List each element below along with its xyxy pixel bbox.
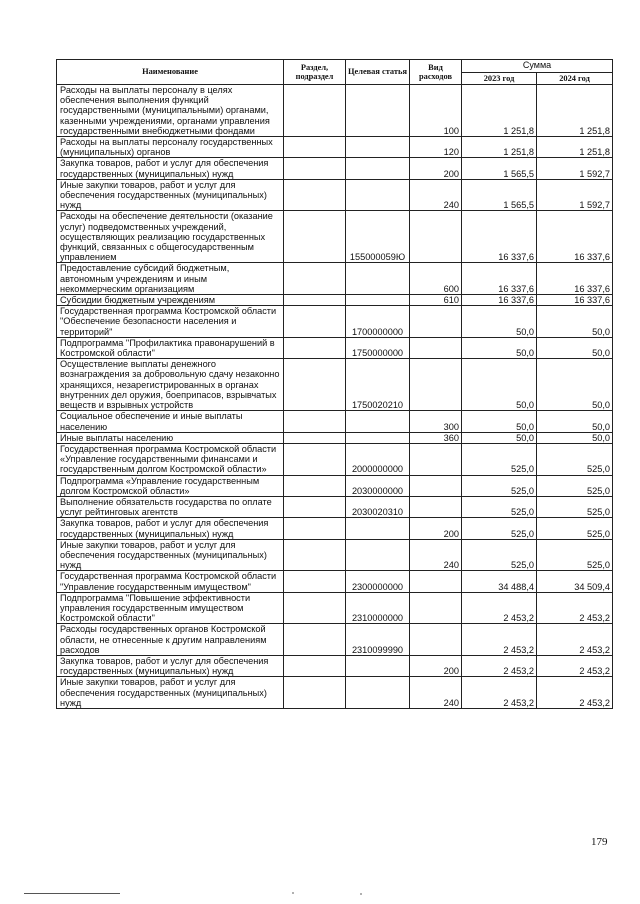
- row-amount-2023: 1 565,5: [462, 158, 537, 179]
- row-type: [410, 592, 462, 624]
- row-section: [284, 571, 346, 592]
- row-section: [284, 443, 346, 475]
- row-amount-2023: 525,0: [462, 496, 537, 517]
- row-name: Закупка товаров, работ и услуг для обеспечения государственных (муниципальных) нужд: [57, 655, 284, 676]
- row-amount-2024: 2 453,2: [537, 655, 613, 676]
- row-amount-2024: 525,0: [537, 475, 613, 496]
- row-type: [410, 475, 462, 496]
- row-type: [410, 624, 462, 656]
- table-row: [57, 539, 613, 571]
- row-amount-2024: 1 251,8: [537, 85, 613, 137]
- row-name: Расходы государственных органов Костромской области, не отнесенные к другим направлениям расходов: [57, 624, 284, 656]
- table-row: [57, 411, 613, 432]
- page-number: 179: [591, 836, 608, 848]
- row-type: 240: [410, 677, 462, 709]
- row-section: [284, 137, 346, 158]
- row-type: 200: [410, 655, 462, 676]
- row-target: 2000000000: [346, 443, 410, 475]
- row-name: Иные закупки товаров, работ и услуг для обеспечения государственных (муниципальных) нужд: [57, 677, 284, 709]
- row-name: Субсидии бюджетным учреждениям: [57, 295, 284, 306]
- table-row: [57, 496, 613, 517]
- row-type: [410, 496, 462, 517]
- row-section: [284, 263, 346, 295]
- row-amount-2024: 50,0: [537, 306, 613, 338]
- budget-table-page: [56, 59, 612, 709]
- row-amount-2023: 1 565,5: [462, 179, 537, 211]
- row-target: [346, 411, 410, 432]
- row-amount-2023: 50,0: [462, 306, 537, 338]
- row-target: 1750000000: [346, 337, 410, 358]
- row-amount-2024: 1 592,7: [537, 158, 613, 179]
- row-name: Расходы на выплаты персоналу в целях обеспечения выполнения функций государственными (муниципальными) органами, казенными учреждениями, органами управления государственными внебюджетными фондами: [57, 85, 284, 137]
- row-amount-2024: 525,0: [537, 443, 613, 475]
- row-name: Закупка товаров, работ и услуг для обеспечения государственных (муниципальных) нужд: [57, 158, 284, 179]
- row-target: 155000059Ю: [346, 211, 410, 263]
- row-name: Государственная программа Костромской области «Управление государственными финансами и государственным долгом Костромской области»: [57, 443, 284, 475]
- row-amount-2023: 2 453,2: [462, 655, 537, 676]
- row-target: 2030000000: [346, 475, 410, 496]
- row-target: [346, 137, 410, 158]
- row-section: [284, 539, 346, 571]
- row-amount-2023: 50,0: [462, 432, 537, 443]
- row-target: [346, 655, 410, 676]
- row-section: [284, 677, 346, 709]
- row-target: [346, 295, 410, 306]
- table-row: [57, 432, 613, 443]
- row-type: 610: [410, 295, 462, 306]
- row-amount-2023: 34 488,4: [462, 571, 537, 592]
- row-type: 200: [410, 518, 462, 539]
- row-amount-2024: 16 337,6: [537, 263, 613, 295]
- table-row: [57, 137, 613, 158]
- table-row: [57, 571, 613, 592]
- row-section: [284, 306, 346, 338]
- row-amount-2024: 50,0: [537, 337, 613, 358]
- row-section: [284, 592, 346, 624]
- row-section: [284, 211, 346, 263]
- row-target: 2310099990: [346, 624, 410, 656]
- table-row: [57, 263, 613, 295]
- row-target: [346, 263, 410, 295]
- row-target: [346, 518, 410, 539]
- row-type: 600: [410, 263, 462, 295]
- row-type: 360: [410, 432, 462, 443]
- row-section: [284, 432, 346, 443]
- row-name: Осуществление выплаты денежного вознаграждения за добровольную сдачу незаконно хранящихся, незарегистрированных в органах внутренних дел оружия, боеприпасов, взрывчатых веществ и взрывных устройств: [57, 359, 284, 411]
- table-row: [57, 211, 613, 263]
- row-name: Расходы на обеспечение деятельности (оказание услуг) подведомственных учреждений, осуществляющих реализацию государственных функций, связанных с общегосударственным управлением: [57, 211, 284, 263]
- row-amount-2024: 1 251,8: [537, 137, 613, 158]
- table-row: [57, 518, 613, 539]
- row-amount-2023: 525,0: [462, 475, 537, 496]
- row-amount-2024: 50,0: [537, 359, 613, 411]
- row-section: [284, 496, 346, 517]
- row-name: Иные выплаты населению: [57, 432, 284, 443]
- row-amount-2023: 16 337,6: [462, 211, 537, 263]
- row-type: [410, 443, 462, 475]
- header-sum: Сумма: [462, 60, 613, 73]
- table-row: [57, 158, 613, 179]
- table-row: [57, 337, 613, 358]
- row-amount-2023: 50,0: [462, 337, 537, 358]
- row-amount-2024: 34 509,4: [537, 571, 613, 592]
- header-section: Раздел, подраздел: [284, 60, 346, 85]
- row-type: 240: [410, 539, 462, 571]
- row-type: [410, 337, 462, 358]
- row-section: [284, 158, 346, 179]
- row-target: [346, 85, 410, 137]
- table-row: [57, 592, 613, 624]
- row-section: [284, 295, 346, 306]
- row-target: 1700000000: [346, 306, 410, 338]
- row-amount-2023: 1 251,8: [462, 137, 537, 158]
- row-type: 300: [410, 411, 462, 432]
- row-target: 2310000000: [346, 592, 410, 624]
- row-target: [346, 677, 410, 709]
- row-type: 200: [410, 158, 462, 179]
- table-row: [57, 475, 613, 496]
- row-target: [346, 539, 410, 571]
- row-section: [284, 518, 346, 539]
- row-name: Подпрограмма "Профилактика правонарушений в Костромской области": [57, 337, 284, 358]
- row-section: [284, 655, 346, 676]
- row-target: 2030020310: [346, 496, 410, 517]
- row-amount-2023: 16 337,6: [462, 295, 537, 306]
- table-row: [57, 85, 613, 137]
- row-amount-2024: 16 337,6: [537, 295, 613, 306]
- footer-rule: [24, 893, 120, 894]
- row-type: [410, 359, 462, 411]
- scan-speck: [292, 892, 294, 894]
- row-amount-2023: 50,0: [462, 411, 537, 432]
- row-name: Государственная программа Костромской области "Обеспечение безопасности населения и территорий": [57, 306, 284, 338]
- row-amount-2024: 525,0: [537, 496, 613, 517]
- row-amount-2023: 525,0: [462, 518, 537, 539]
- header-2023: 2023 год: [462, 72, 537, 85]
- row-section: [284, 475, 346, 496]
- row-amount-2024: 16 337,6: [537, 211, 613, 263]
- row-name: Иные закупки товаров, работ и услуг для обеспечения государственных (муниципальных) нужд: [57, 539, 284, 571]
- table-row: [57, 359, 613, 411]
- row-target: [346, 158, 410, 179]
- table-row: [57, 443, 613, 475]
- row-section: [284, 179, 346, 211]
- row-name: Расходы на выплаты персоналу государственных (муниципальных) органов: [57, 137, 284, 158]
- header-name: Наименование: [57, 60, 284, 85]
- row-amount-2023: 2 453,2: [462, 592, 537, 624]
- row-name: Социальное обеспечение и иные выплаты населению: [57, 411, 284, 432]
- row-amount-2024: 50,0: [537, 411, 613, 432]
- header-target: Целевая статья: [346, 60, 410, 85]
- table-row: [57, 295, 613, 306]
- row-name: Государственная программа Костромской области "Управление государственным имуществом": [57, 571, 284, 592]
- row-amount-2024: 2 453,2: [537, 624, 613, 656]
- row-name: Подпрограмма «Управление государственным долгом Костромской области»: [57, 475, 284, 496]
- row-amount-2023: 2 453,2: [462, 677, 537, 709]
- row-amount-2023: 50,0: [462, 359, 537, 411]
- table-row: [57, 306, 613, 338]
- table-row: [57, 677, 613, 709]
- row-amount-2024: 2 453,2: [537, 677, 613, 709]
- table-body: [57, 85, 613, 709]
- header-2024: 2024 год: [537, 72, 613, 85]
- row-type: 120: [410, 137, 462, 158]
- row-amount-2024: 2 453,2: [537, 592, 613, 624]
- row-section: [284, 411, 346, 432]
- row-target: [346, 432, 410, 443]
- row-section: [284, 337, 346, 358]
- row-target: 1750020210: [346, 359, 410, 411]
- row-name: Выполнение обязательств государства по оплате услуг рейтинговых агентств: [57, 496, 284, 517]
- row-section: [284, 624, 346, 656]
- table-row: [57, 655, 613, 676]
- table-row: [57, 179, 613, 211]
- row-amount-2023: 525,0: [462, 539, 537, 571]
- row-amount-2023: 16 337,6: [462, 263, 537, 295]
- row-name: Предоставление субсидий бюджетным, автономным учреждениям и иным некоммерческим организациям: [57, 263, 284, 295]
- scan-speck: [360, 893, 362, 895]
- row-type: [410, 571, 462, 592]
- row-amount-2023: 2 453,2: [462, 624, 537, 656]
- row-amount-2024: 50,0: [537, 432, 613, 443]
- budget-table: [56, 59, 613, 709]
- table-header: [57, 60, 613, 85]
- row-type: [410, 211, 462, 263]
- header-type: Вид расходов: [410, 60, 462, 85]
- row-target: 2300000000: [346, 571, 410, 592]
- row-amount-2024: 1 592,7: [537, 179, 613, 211]
- row-type: 240: [410, 179, 462, 211]
- row-amount-2024: 525,0: [537, 518, 613, 539]
- row-name: Подпрограмма "Повышение эффективности управления государственным имуществом Костромской области": [57, 592, 284, 624]
- row-amount-2024: 525,0: [537, 539, 613, 571]
- row-type: [410, 306, 462, 338]
- row-amount-2023: 525,0: [462, 443, 537, 475]
- row-section: [284, 85, 346, 137]
- row-type: 100: [410, 85, 462, 137]
- row-name: Иные закупки товаров, работ и услуг для обеспечения государственных (муниципальных) нужд: [57, 179, 284, 211]
- row-name: Закупка товаров, работ и услуг для обеспечения государственных (муниципальных) нужд: [57, 518, 284, 539]
- row-section: [284, 359, 346, 411]
- table-row: [57, 624, 613, 656]
- row-amount-2023: 1 251,8: [462, 85, 537, 137]
- row-target: [346, 179, 410, 211]
